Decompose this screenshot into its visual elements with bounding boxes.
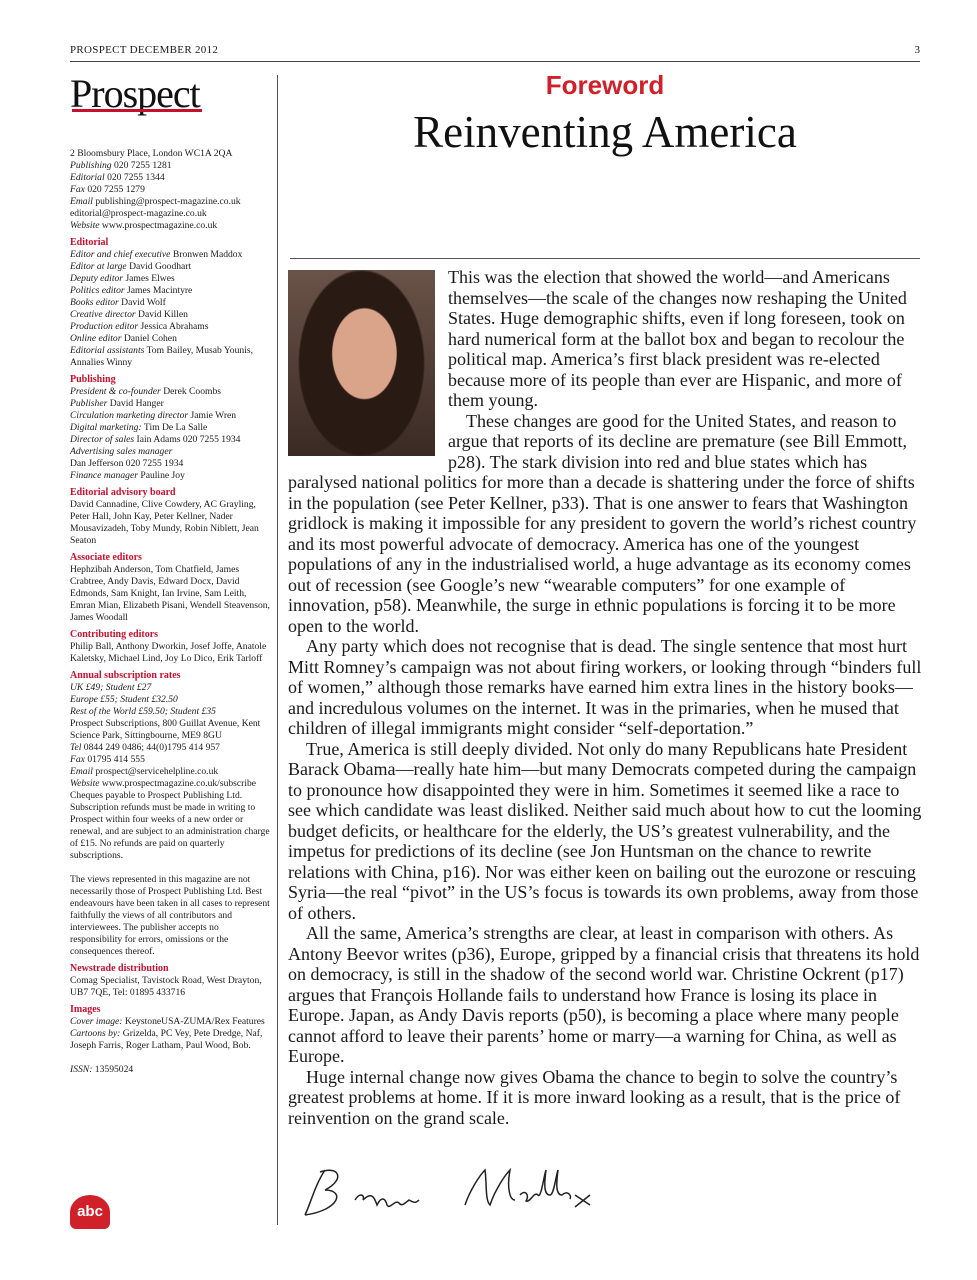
line-label: Email xyxy=(70,766,93,777)
line-label: President & co-founder xyxy=(70,386,161,397)
section-heading: Newstrade distribution xyxy=(70,963,169,974)
prospect-logo: Prospect xyxy=(70,71,200,116)
masthead-line xyxy=(70,434,270,446)
section-heading: Editorial advisory board xyxy=(70,487,176,498)
line-value: Dan Jefferson 020 7255 1934 xyxy=(70,458,184,469)
line-value: James Macintyre xyxy=(127,285,193,296)
masthead-line xyxy=(70,208,270,220)
masthead-line xyxy=(70,285,270,297)
masthead-line xyxy=(70,754,270,766)
rate: UK £49; Student £27 xyxy=(70,682,152,693)
newstrade: Comag Specialist, Tavistock Road, West Drayton, UB7 7QE, Tel: 01895 433716 xyxy=(70,975,262,998)
line-value: editorial@prospect-magazine.co.uk xyxy=(70,208,207,219)
article-body xyxy=(288,267,922,1128)
line-label: Deputy editor xyxy=(70,273,124,284)
column-divider xyxy=(277,75,278,1225)
associate-editors: Hephzibah Anderson, Tom Chatfield, James Crabtree, Andy Davis, Edward Docx, David Edmonds, Sam Knight, Ian Irvine, Sam Leith, Emran Mian, Elizabeth Pisani, Wendell Steavenson, James Woodall xyxy=(70,564,270,623)
kicker: Foreword xyxy=(545,70,665,100)
section-heading: Publishing xyxy=(70,374,116,385)
paragraph: All the same, America’s strengths are clear, at least in comparison with others. As Antony Beevor writes (p36), Europe, gripped by a financial crisis that threatens its hold on democracy, is still in the shadow of the second world war. Christine Ockrent (p17) argues that François Hollande fails to understand how France is losing its place in Europe. Japan, as Andy Davis reports (p50), is becoming a place where many people cannot afford to leave their parents’ home or marry—a warning for China, as well as Europe. xyxy=(288,923,920,1066)
line-value: Bronwen Maddox xyxy=(172,249,243,260)
masthead-line xyxy=(70,386,270,398)
line-value: Jessica Abrahams xyxy=(140,321,209,332)
masthead-line xyxy=(70,422,270,434)
line-label: Books editor xyxy=(70,297,119,308)
line-label: Politics editor xyxy=(70,285,125,296)
masthead-line xyxy=(70,470,270,482)
line-value: James Elwes xyxy=(125,273,175,284)
line-label: Digital marketing: xyxy=(70,422,142,433)
masthead-line xyxy=(70,345,270,369)
subs-address: Prospect Subscriptions, 800 Guillat Avenue, Kent Science Park, Sittingbourne, ME9 8GU xyxy=(70,718,261,741)
masthead-line xyxy=(70,160,270,172)
masthead-line xyxy=(70,309,270,321)
line-value: 0844 249 0486; 44(0)1795 414 957 xyxy=(83,742,220,753)
paragraph: Any party which does not recognise that is dead. The single sentence that most hurt Mitt Romney’s campaign was not about firing workers, or looking through “binders full of women,” although those remarks have earned him extra lines in the history books—and incredulous volumes on the internet. It was in the primaries, when he mused that children of illegal immigrants might consider “self-deportation.” xyxy=(288,636,922,738)
masthead-line xyxy=(70,333,270,345)
line-value: Daniel Cohen xyxy=(123,333,177,344)
article-title: Reinventing America xyxy=(413,107,797,157)
line-label: Fax xyxy=(70,184,85,195)
line-value: David Hanger xyxy=(109,398,164,409)
masthead xyxy=(70,148,270,1076)
disclaimer: The views represented in this magazine are not necessarily those of Prospect Publishing Ltd. Best endeavours have been taken in all cases to represent faithfully the views of all contributors and interviewees. The publisher accepts no responsibility for errors, omissions or the consequences thereof. xyxy=(70,874,270,957)
masthead-line xyxy=(70,766,270,778)
line-label: Editorial assistants xyxy=(70,345,145,356)
line-label: Website xyxy=(70,778,100,789)
line-value: prospect@servicehelpline.co.uk xyxy=(95,766,219,777)
line-label: Editor at large xyxy=(70,261,127,272)
masthead-line xyxy=(70,273,270,285)
line-value: David Killen xyxy=(138,309,188,320)
line-value: KeystoneUSA-ZUMA/Rex Features xyxy=(124,1016,265,1027)
line-value: 020 7255 1344 xyxy=(107,172,165,183)
line-label: Production editor xyxy=(70,321,139,332)
section-heading: Images xyxy=(70,1004,101,1015)
line-label: Editor and chief executive xyxy=(70,249,171,260)
line-value: David Wolf xyxy=(121,297,166,308)
line-label: Tel xyxy=(70,742,82,753)
masthead-line xyxy=(70,446,270,458)
masthead-line xyxy=(70,778,270,790)
author-photo xyxy=(288,270,435,456)
running-head: PROSPECT DECEMBER 2012 xyxy=(70,44,219,56)
paragraph: These changes are good for the United States, and reason to argue that reports of its decline are premature (see Bill Emmott, p28). The stark division into red and blue states which has paralysed national politics for more than a decade is shattering under the force of shifts in the population (see Peter Kellner, p33). That is one answer to fears that Washington gridlock is making it impossible for any president to govern the world’s richest country and its most powerful advocate of democracy. America has one of the youngest populations of any in the industrialised world, a huge advantage as its economy comes out of recession (see Google’s new “wearable computers” for one example of innovation, p58). Meanwhile, the surge in ethnic populations is forcing it to be more open to the world. xyxy=(288,410,917,636)
masthead-line xyxy=(70,321,270,333)
line-value: Grizelda, PC Vey, Pete Dredge, Naf, Joseph Farris, Roger Latham, Paul Wood, Bob. xyxy=(70,1028,263,1051)
advisory-board: David Cannadine, Clive Cowdery, AC Grayling, Peter Hall, John Kay, Peter Kellner, Nader Mousavizadeh, Toby Mundy, Robin Niblett, Jean Seaton xyxy=(70,499,259,546)
masthead-line xyxy=(70,297,270,309)
rate: Rest of the World £59.50; Student £35 xyxy=(70,706,216,717)
line-label: Circulation marketing director xyxy=(70,410,189,421)
line-label: Email xyxy=(70,196,93,207)
line-value: www.prospectmagazine.co.uk xyxy=(101,220,218,231)
line-value: 020 7255 1281 xyxy=(113,160,172,171)
line-label: Editorial xyxy=(70,172,105,183)
masthead-line xyxy=(70,1016,270,1028)
line-label: Director of sales xyxy=(70,434,135,445)
masthead-line xyxy=(70,742,270,754)
section-heading: Annual subscription rates xyxy=(70,670,181,681)
line-label: Online editor xyxy=(70,333,122,344)
masthead-line xyxy=(70,220,270,232)
line-value: Derek Coombs xyxy=(163,386,222,397)
abc-badge: abc xyxy=(70,1195,110,1229)
rate: Europe £55; Student £32.50 xyxy=(70,694,178,705)
line-label: Cartoons by: xyxy=(70,1028,121,1039)
signature xyxy=(295,1160,615,1224)
line-value: 020 7255 1279 xyxy=(87,184,145,195)
masthead-line xyxy=(70,410,270,422)
section-heading: Associate editors xyxy=(70,552,142,563)
line-value: Jamie Wren xyxy=(190,410,237,421)
address: 2 Bloomsbury Place, London WC1A 2QA xyxy=(70,148,233,159)
line-label: Advertising sales manager xyxy=(70,446,173,457)
masthead-line xyxy=(70,1028,270,1052)
line-label: Publisher xyxy=(70,398,108,409)
masthead-line xyxy=(70,261,270,273)
section-heading: Editorial xyxy=(70,237,109,248)
line-value: 01795 414 555 xyxy=(87,754,145,765)
line-label: Creative director xyxy=(70,309,136,320)
masthead-line xyxy=(70,458,270,470)
paragraph: Huge internal change now gives Obama the chance to begin to solve the country’s greatest problems at home. If it is more inward looking as a result, that is the price of reinvention on the grand scale. xyxy=(288,1066,901,1128)
line-value: David Goodhart xyxy=(129,261,192,272)
line-label: Fax xyxy=(70,754,85,765)
paragraph: True, America is still deeply divided. Not only do many Republicans hate President Barack Obama—really hate him—but many Democrats competed during the campaign to pronounce how disappointed they were in him. Sometimes it seemed like a race to see which candidate was least disliked. Neither said much about how to cut the looming budget deficits, or healthcare for the elderly, the US’s greatest vulnerability, and the impetus for predictions of its decline (see Jon Huntsman on the chance to rewrite relations with China, p16). Nor was either keen on bailing out the eurozone or rescuing Syria—the real “pivot” in the US’s focus is towards its own problems, away from those of others. xyxy=(288,738,922,923)
line-value: Tom Bailey, Musab Younis, Annalies Winny xyxy=(70,345,253,368)
masthead-line xyxy=(70,398,270,410)
page-number: 3 xyxy=(914,44,920,56)
masthead-line xyxy=(70,172,270,184)
line-value: Pauline Joy xyxy=(140,470,185,481)
section-heading: Contributing editors xyxy=(70,629,159,640)
line-value: Tim De La Salle xyxy=(143,422,208,433)
masthead-line xyxy=(70,184,270,196)
line-label: Publishing xyxy=(70,160,112,171)
line-label: Website xyxy=(70,220,100,231)
contributing-editors: Philip Ball, Anthony Dworkin, Josef Joffe, Anatole Kaletsky, Michael Lind, Joy Lo Dico, Erik Tarloff xyxy=(70,641,267,664)
line-label: Cover image: xyxy=(70,1016,123,1027)
title-rule xyxy=(290,258,920,259)
line-value: www.prospectmagazine.co.uk/subscribe xyxy=(101,778,257,789)
issn: ISSN: 13595024 xyxy=(70,1064,134,1075)
line-value: publishing@prospect-magazine.co.uk xyxy=(95,196,241,207)
masthead-line xyxy=(70,249,270,261)
line-label: Finance manager xyxy=(70,470,138,481)
masthead-line xyxy=(70,196,270,208)
header-rule xyxy=(70,61,920,62)
line-value: Iain Adams 020 7255 1934 xyxy=(136,434,241,445)
subs-terms: Cheques payable to Prospect Publishing Ltd. Subscription refunds must be made in writing to Prospect within four weeks of a new order or renewal, and are subject to an administration charge of £15. No refunds are paid on quarterly subscriptions. xyxy=(70,790,270,861)
paragraph: This was the election that showed the world—and Americans themselves—the scale of the changes now reshaping the United States. Huge demographic shifts, even if long foreseen, took on hard numerical form at the ballot box and began to recolour the political map. America’s first black president was re-elected because more of its people than ever are Hispanic, and more of them young. xyxy=(448,267,907,410)
